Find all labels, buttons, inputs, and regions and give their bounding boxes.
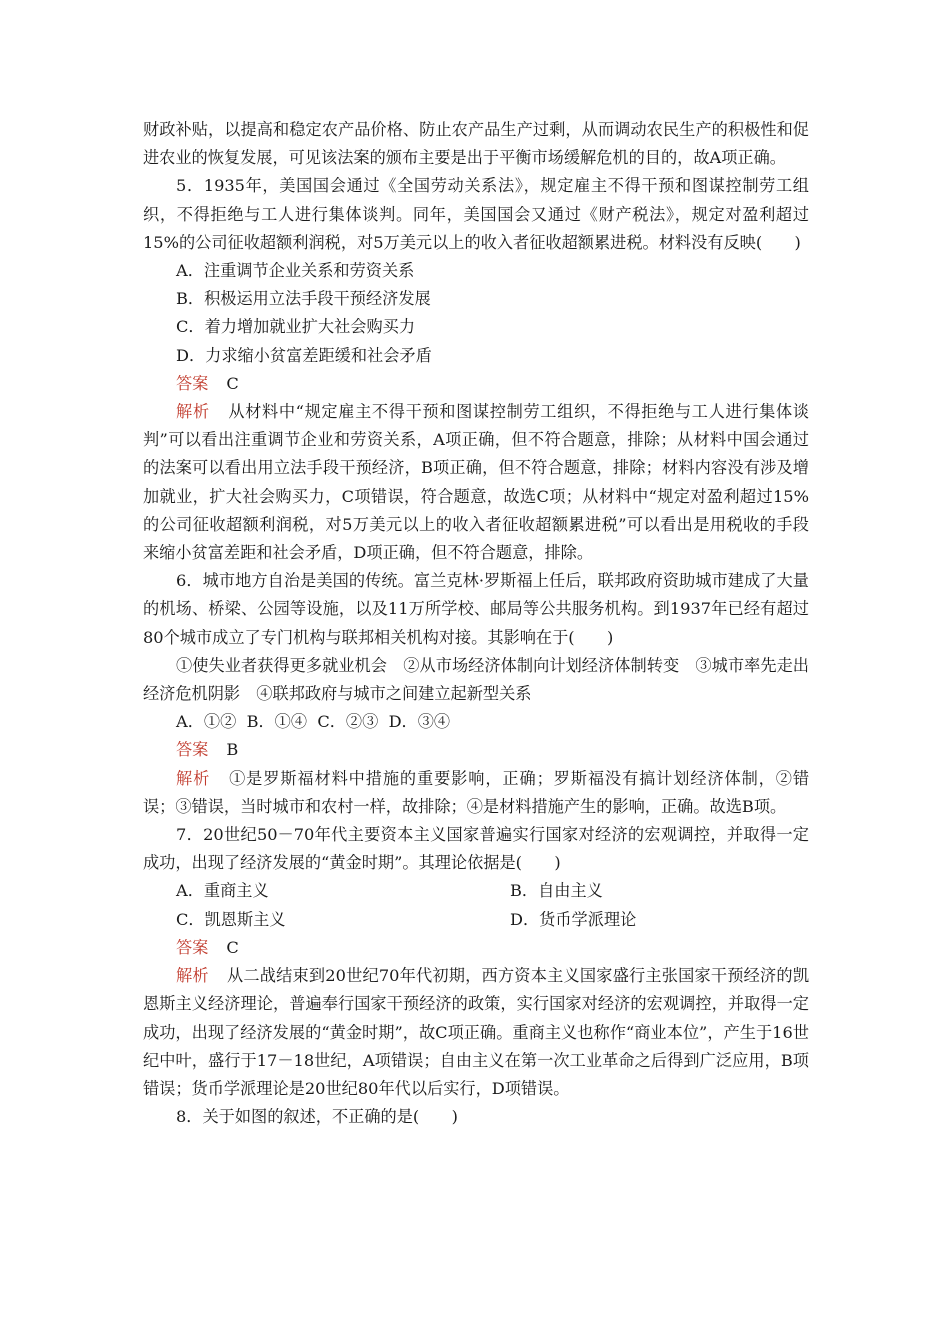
page-content — [143, 116, 809, 1131]
analysis-text: ①是罗斯福材料中措施的重要影响，正确；罗斯福没有搞计划经济体制，②错误；③错误，当时城市和农村一样，故排除；④是材料措施产生的影响，正确。故选B项。 — [143, 768, 810, 816]
question-8-stem: 8．关于如图的叙述，不正确的是( ) — [176, 1107, 458, 1127]
answer-value: C — [226, 373, 239, 393]
analysis-label: 解析 — [176, 768, 211, 788]
question-6-option-a: A．①② — [176, 712, 237, 732]
answer-value: B — [226, 740, 239, 760]
question-6-options — [143, 708, 809, 736]
question-5-option-a: A．注重调节企业关系和劳资关系 — [176, 261, 415, 281]
question-7-stem: 7．20世纪50－70年代主要资本主义国家普遍实行国家对经济的宏观调控，并取得一定成功，出现了经济发展的“黄金时期”。其理论依据是( ) — [143, 825, 809, 873]
question-7-option-d: D．货币学派理论 — [510, 909, 637, 929]
question-5-option-c: C．着力增加就业扩大社会购买力 — [176, 317, 416, 337]
question-6-stem: 6．城市地方自治是美国的传统。富兰克林·罗斯福上任后，联邦政府资助城市建成了大量的机场、桥梁、公园等设施，以及11万所学校、邮局等公共服务机构。到1937年已经有超过80个城市成立了专门机构与联邦相关机构对接。其影响在于( ) — [143, 571, 809, 647]
question-6-option-b: B．①④ — [246, 712, 308, 732]
question-5-answer — [143, 370, 809, 398]
answer-value: C — [226, 937, 239, 957]
answer-label: 答案 — [176, 373, 209, 393]
question-7-options-row-1 — [143, 877, 809, 905]
question-7-option-b: B．自由主义 — [510, 881, 603, 901]
answer-label: 答案 — [176, 937, 209, 957]
analysis-label: 解析 — [176, 966, 209, 986]
question-7-option-a: A．重商主义 — [176, 881, 269, 901]
question-5-stem: 5．1935年，美国国会通过《全国劳动关系法》，规定雇主不得干预和图谋控制劳工组织，不得拒绝与工人进行集体谈判。同年，美国国会又通过《财产税法》，规定对盈利超过15%的公司征收超额利润税，对5万美元以上的收入者征收超额累进税。材料没有反映( ) — [143, 176, 809, 252]
question-5-option-d: D．力求缩小贫富差距缓和社会矛盾 — [176, 345, 432, 365]
question-6-answer — [143, 736, 809, 764]
question-5-option-b: B．积极运用立法手段干预经济发展 — [176, 289, 431, 309]
question-6-analysis — [143, 765, 809, 821]
question-6-option-d: D．③④ — [388, 712, 451, 732]
question-7-analysis — [143, 962, 809, 1103]
analysis-text: 从二战结束到20世纪70年代初期，西方资本主义国家盛行主张国家干预经济的凯恩斯主义经济理论，普遍奉行国家干预经济的政策，实行国家对经济的宏观调控，并取得一定成功，出现了经济发展的“黄金时期”，故C项正确。重商主义也称作“商业本位”，产生于16世纪中叶，盛行于17－18世纪，A项错误；自由主义在第一次工业革命之后得到广泛应用，B项错误；货币学派理论是20世纪80年代以后实行，D项错误。 — [143, 966, 810, 1098]
intro-paragraph: 财政补贴，以提高和稳定农产品价格、防止农产品生产过剩，从而调动农民生产的积极性和促进农业的恢复发展，可见该法案的颁布主要是出于平衡市场缓解危机的目的，故A项正确。 — [143, 120, 809, 168]
answer-label: 答案 — [176, 740, 209, 760]
analysis-label: 解析 — [176, 402, 210, 422]
question-6-option-c: C．②③ — [317, 712, 379, 732]
question-6-items: ①使失业者获得更多就业机会 ②从市场经济体制向计划经济体制转变 ③城市率先走出经济危机阴影 ④联邦政府与城市之间建立起新型关系 — [143, 655, 809, 704]
question-7-option-c: C．凯恩斯主义 — [176, 909, 286, 929]
analysis-text: 从材料中“规定雇主不得干预和图谋控制劳工组织，不得拒绝与工人进行集体谈判”可以看出注重调节企业和劳资关系，A项正确，但不符合题意，排除；从材料中国会通过的法案可以看出用立法手段干预经济，B项正确，但不符合题意，排除；材料内容没有涉及增加就业，扩大社会购买力，C项错误，符合题意，故选C项；从材料中“规定对盈利超过15%的公司征收超额利润税，对5万美元以上的收入者征收超额累进税”可以看出是用税收的手段来缩小贫富差距和社会矛盾，D项正确，但不符合题意，排除。 — [143, 402, 809, 563]
question-7-options-row-2 — [143, 906, 809, 934]
question-5-analysis — [143, 398, 809, 567]
question-7-answer — [143, 934, 809, 962]
